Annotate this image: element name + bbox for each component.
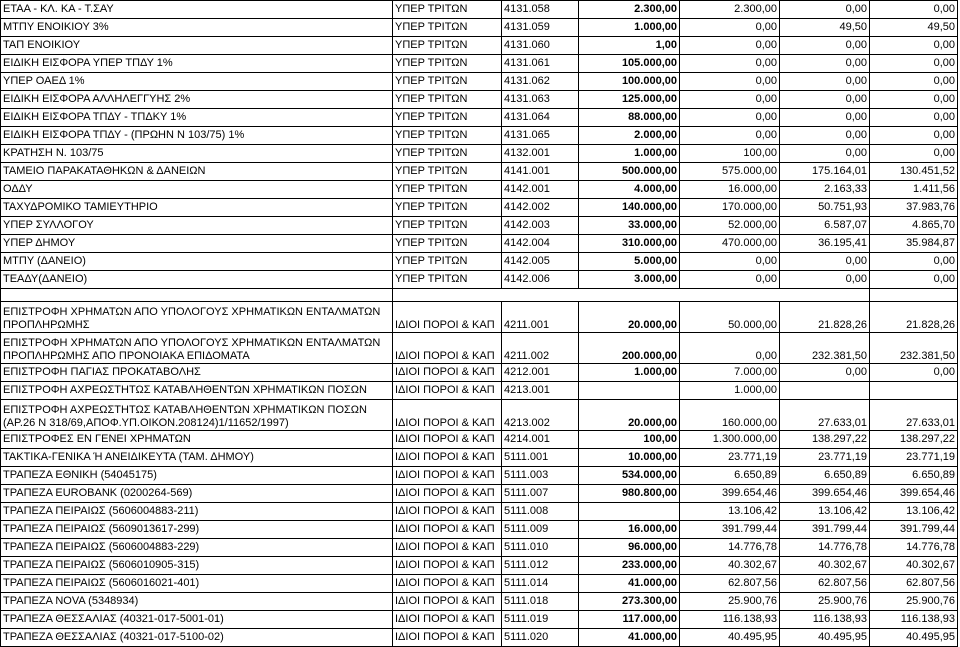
- value-cell-2: 23.771,19: [680, 449, 780, 467]
- source-cell: ΥΠΕΡ ΤΡΙΤΩΝ: [393, 37, 502, 55]
- table-row: [1, 217, 958, 235]
- budget-amount-cell: 273.300,00: [579, 593, 680, 611]
- value-cell-4: 0,00: [870, 55, 958, 73]
- value-cell-3: [780, 382, 870, 400]
- budget-amount-cell: 96.000,00: [579, 539, 680, 557]
- value-cell-4: 0,00: [870, 91, 958, 109]
- budget-amount-cell: 100,00: [579, 431, 680, 449]
- budget-amount-cell: 1.000,00: [579, 145, 680, 163]
- source-cell: ΙΔΙΟΙ ΠΟΡΟΙ & ΚΑΠ: [393, 449, 502, 467]
- value-cell-4: 23.771,19: [870, 449, 958, 467]
- value-cell-3: 23.771,19: [780, 449, 870, 467]
- description-cell: ΕΠΙΣΤΡΟΦΗ ΠΑΓΙΑΣ ΠΡΟΚΑΤΑΒΟΛΗΣ: [1, 364, 393, 382]
- value-cell-2: 40.495,95: [680, 629, 780, 647]
- value-cell-4: 40.495,95: [870, 629, 958, 647]
- value-cell-3: 25.900,76: [780, 593, 870, 611]
- description-cell: ΟΔΔΥ: [1, 181, 393, 199]
- table-row: [1, 521, 958, 539]
- budget-amount-cell: 16.000,00: [579, 521, 680, 539]
- table-row: [1, 575, 958, 593]
- description-cell: ΕΙΔΙΚΗ ΕΙΣΦΟΡΑ ΥΠΕΡ ΤΠΔΥ 1%: [1, 55, 393, 73]
- value-cell-4: 0,00: [870, 73, 958, 91]
- table-row: [1, 1, 958, 19]
- budget-amount-cell: 117.000,00: [579, 611, 680, 629]
- value-cell-4: 0,00: [870, 145, 958, 163]
- budget-amount-cell: 140.000,00: [579, 199, 680, 217]
- account-code-cell: 4212.001: [502, 364, 579, 382]
- description-cell: ΤΑΠ ΕΝΟΙΚΙΟΥ: [1, 37, 393, 55]
- value-cell-2: 16.000,00: [680, 181, 780, 199]
- account-code-cell: 4131.059: [502, 19, 579, 37]
- table-row: [1, 400, 958, 431]
- account-code-cell: 4213.002: [502, 400, 579, 431]
- budget-amount-cell: 41.000,00: [579, 629, 680, 647]
- account-code-cell: 4142.003: [502, 217, 579, 235]
- description-cell: ΥΠΕΡ ΔΗΜΟΥ: [1, 235, 393, 253]
- value-cell-4: 0,00: [870, 253, 958, 271]
- account-code-cell: 4131.064: [502, 109, 579, 127]
- value-cell-4: 4.865,70: [870, 217, 958, 235]
- description-cell: ΜΤΠΥ ΕΝΟΙΚΙΟΥ 3%: [1, 19, 393, 37]
- account-code-cell: 5111.008: [502, 503, 579, 521]
- description-cell: ΕΙΔΙΚΗ ΕΙΣΦΟΡΑ ΑΛΛΗΛΕΓΓΥΗΣ 2%: [1, 91, 393, 109]
- source-cell: ΙΔΙΟΙ ΠΟΡΟΙ & ΚΑΠ: [393, 364, 502, 382]
- value-cell-3: 0,00: [780, 145, 870, 163]
- value-cell-2: 0,00: [680, 91, 780, 109]
- value-cell-4: 232.381,50: [870, 333, 958, 364]
- value-cell-4: 25.900,76: [870, 593, 958, 611]
- account-code-cell: 4132.001: [502, 145, 579, 163]
- source-cell: ΙΔΙΟΙ ΠΟΡΟΙ & ΚΑΠ: [393, 611, 502, 629]
- table-row: [1, 302, 958, 333]
- budget-amount-cell: 3.000,00: [579, 271, 680, 289]
- value-cell-3: 36.195,41: [780, 235, 870, 253]
- source-cell: ΙΔΙΟΙ ΠΟΡΟΙ & ΚΑΠ: [393, 431, 502, 449]
- description-cell: ΤΡΑΠΕΖΑ EUROBANK (0200264-569): [1, 485, 393, 503]
- value-cell-3: 399.654,46: [780, 485, 870, 503]
- account-code-cell: 4213.001: [502, 382, 579, 400]
- value-cell-3: 0,00: [780, 1, 870, 19]
- account-code-cell: 4131.060: [502, 37, 579, 55]
- value-cell-2: 0,00: [680, 271, 780, 289]
- table-row: [1, 199, 958, 217]
- source-cell: ΥΠΕΡ ΤΡΙΤΩΝ: [393, 91, 502, 109]
- value-cell-4: 130.451,52: [870, 163, 958, 181]
- source-cell: ΙΔΙΟΙ ΠΟΡΟΙ & ΚΑΠ: [393, 539, 502, 557]
- value-cell-3: 175.164,01: [780, 163, 870, 181]
- value-cell-3: 49,50: [780, 19, 870, 37]
- budget-amount-cell: 100.000,00: [579, 73, 680, 91]
- value-cell-4: 0,00: [870, 109, 958, 127]
- source-cell: ΙΔΙΟΙ ΠΟΡΟΙ & ΚΑΠ: [393, 382, 502, 400]
- value-cell-3: 62.807,56: [780, 575, 870, 593]
- value-cell-2: 399.654,46: [680, 485, 780, 503]
- value-cell-2: 0,00: [680, 253, 780, 271]
- value-cell-2: 160.000,00: [680, 400, 780, 431]
- value-cell-2: 7.000,00: [680, 364, 780, 382]
- value-cell-3: 0,00: [780, 55, 870, 73]
- budget-amount-cell: [579, 382, 680, 400]
- value-cell-4: [870, 382, 958, 400]
- value-cell-3: 0,00: [780, 127, 870, 145]
- budget-amount-cell: 1.000,00: [579, 364, 680, 382]
- account-code-cell: 5111.018: [502, 593, 579, 611]
- spacer-row: [1, 289, 958, 302]
- source-cell: ΙΔΙΟΙ ΠΟΡΟΙ & ΚΑΠ: [393, 521, 502, 539]
- value-cell-3: 0,00: [780, 271, 870, 289]
- table-row: [1, 37, 958, 55]
- budget-amount-cell: 2.300,00: [579, 1, 680, 19]
- table-row: [1, 91, 958, 109]
- account-code-cell: 4141.001: [502, 163, 579, 181]
- source-cell: ΙΔΙΟΙ ΠΟΡΟΙ & ΚΑΠ: [393, 593, 502, 611]
- value-cell-3: 0,00: [780, 73, 870, 91]
- description-cell: ΕΙΔΙΚΗ ΕΙΣΦΟΡΑ ΤΠΔΥ - (ΠΡΩΗΝ Ν 103/75) 1%: [1, 127, 393, 145]
- table-row: [1, 163, 958, 181]
- account-code-cell: 5111.010: [502, 539, 579, 557]
- description-cell: ΕΠΙΣΤΡΟΦΗ ΑΧΡΕΩΣΤΗΤΩΣ ΚΑΤΑΒΛΗΘΕΝΤΩΝ ΧΡΗΜΑΤΙΚΩΝ ΠΟΣΩΝ: [1, 382, 393, 400]
- table-row: [1, 467, 958, 485]
- table-row: [1, 503, 958, 521]
- table-row: [1, 431, 958, 449]
- value-cell-3: 40.495,95: [780, 629, 870, 647]
- source-cell: ΥΠΕΡ ΤΡΙΤΩΝ: [393, 271, 502, 289]
- value-cell-3: 21.828,26: [780, 302, 870, 333]
- table-row: [1, 485, 958, 503]
- account-code-cell: 5111.014: [502, 575, 579, 593]
- budget-amount-cell: 534.000,00: [579, 467, 680, 485]
- value-cell-4: 13.106,42: [870, 503, 958, 521]
- account-code-cell: 5111.020: [502, 629, 579, 647]
- table-row: [1, 73, 958, 91]
- budget-amount-cell: 1,00: [579, 37, 680, 55]
- value-cell-4: 27.633,01: [870, 400, 958, 431]
- description-cell: ΕΠΙΣΤΡΟΦΗ ΑΧΡΕΩΣΤΗΤΩΣ ΚΑΤΑΒΛΗΘΕΝΤΩΝ ΧΡΗΜΑΤΙΚΩΝ ΠΟΣΩΝ (ΑΡ.26 Ν 318/69,ΑΠΟΦ.ΥΠ.ΟΙΚΟΝ.208124)1/11652/1997): [1, 400, 393, 431]
- description-cell: ΤΡΑΠΕΖΑ ΕΘΝΙΚΗ (54045175): [1, 467, 393, 485]
- value-cell-2: 2.300,00: [680, 1, 780, 19]
- table-row: [1, 19, 958, 37]
- value-cell-3: 138.297,22: [780, 431, 870, 449]
- value-cell-4: 37.983,76: [870, 199, 958, 217]
- account-code-cell: 5111.009: [502, 521, 579, 539]
- table-row: [1, 611, 958, 629]
- value-cell-2: 391.799,44: [680, 521, 780, 539]
- table-row: [1, 253, 958, 271]
- account-code-cell: 4131.063: [502, 91, 579, 109]
- table-row: [1, 382, 958, 400]
- value-cell-3: 0,00: [780, 364, 870, 382]
- account-code-cell: 4131.065: [502, 127, 579, 145]
- value-cell-3: 0,00: [780, 37, 870, 55]
- value-cell-3: 40.302,67: [780, 557, 870, 575]
- value-cell-3: 391.799,44: [780, 521, 870, 539]
- description-cell: ΤΡΑΠΕΖΑ ΠΕΙΡΑΙΩΣ (5606004883-211): [1, 503, 393, 521]
- value-cell-2: 116.138,93: [680, 611, 780, 629]
- description-cell: ΤΕΑΔΥ(ΔΑΝΕΙΟ): [1, 271, 393, 289]
- budget-amount-cell: 20.000,00: [579, 302, 680, 333]
- table-row: [1, 235, 958, 253]
- value-cell-2: 52.000,00: [680, 217, 780, 235]
- source-cell: ΙΔΙΟΙ ΠΟΡΟΙ & ΚΑΠ: [393, 333, 502, 364]
- source-cell: ΙΔΙΟΙ ΠΟΡΟΙ & ΚΑΠ: [393, 400, 502, 431]
- value-cell-4: 0,00: [870, 37, 958, 55]
- budget-amount-cell: 233.000,00: [579, 557, 680, 575]
- value-cell-4: 40.302,67: [870, 557, 958, 575]
- budget-amount-cell: 125.000,00: [579, 91, 680, 109]
- source-cell: ΙΔΙΟΙ ΠΟΡΟΙ & ΚΑΠ: [393, 629, 502, 647]
- budget-amount-cell: [579, 503, 680, 521]
- source-cell: ΙΔΙΟΙ ΠΟΡΟΙ & ΚΑΠ: [393, 575, 502, 593]
- description-cell: ΤΡΑΠΕΖΑ ΘΕΣΣΑΛΙΑΣ (40321-017-5100-02): [1, 629, 393, 647]
- value-cell-4: 49,50: [870, 19, 958, 37]
- description-cell: ΤΡΑΠΕΖΑ ΠΕΙΡΑΙΩΣ (5609013617-299): [1, 521, 393, 539]
- value-cell-3: 116.138,93: [780, 611, 870, 629]
- source-cell: ΥΠΕΡ ΤΡΙΤΩΝ: [393, 235, 502, 253]
- source-cell: ΥΠΕΡ ΤΡΙΤΩΝ: [393, 253, 502, 271]
- table-row: [1, 364, 958, 382]
- table-row: [1, 271, 958, 289]
- source-cell: ΥΠΕΡ ΤΡΙΤΩΝ: [393, 1, 502, 19]
- description-cell: ΥΠΕΡ ΣΥΛΛΟΓΟΥ: [1, 217, 393, 235]
- value-cell-2: 25.900,76: [680, 593, 780, 611]
- account-code-cell: 5111.019: [502, 611, 579, 629]
- value-cell-4: 0,00: [870, 127, 958, 145]
- description-cell: ΥΠΕΡ ΟΑΕΔ 1%: [1, 73, 393, 91]
- description-cell: ΕΠΙΣΤΡΟΦΗ ΧΡΗΜΑΤΩΝ ΑΠΟ ΥΠΟΛΟΓΟΥΣ ΧΡΗΜΑΤΙΚΩΝ ΕΝΤΑΛΜΑΤΩΝ ΠΡΟΠΛΗΡΩΜΗΣ: [1, 302, 393, 333]
- account-code-cell: 4131.062: [502, 73, 579, 91]
- value-cell-4: 399.654,46: [870, 485, 958, 503]
- account-code-cell: 4142.002: [502, 199, 579, 217]
- budget-amount-cell: 33.000,00: [579, 217, 680, 235]
- budget-amount-cell: 4.000,00: [579, 181, 680, 199]
- description-cell: ΚΡΑΤΗΣΗ Ν. 103/75: [1, 145, 393, 163]
- description-cell: ΕΠΙΣΤΡΟΦΕΣ ΕΝ ΓΕΝΕΙ ΧΡΗΜΑΤΩΝ: [1, 431, 393, 449]
- value-cell-2: 0,00: [680, 109, 780, 127]
- value-cell-3: 50.751,93: [780, 199, 870, 217]
- value-cell-2: 170.000,00: [680, 199, 780, 217]
- description-cell: ΤΡΑΠΕΖΑ NOVA (5348934): [1, 593, 393, 611]
- value-cell-3: 14.776,78: [780, 539, 870, 557]
- account-code-cell: 4142.006: [502, 271, 579, 289]
- value-cell-4: 391.799,44: [870, 521, 958, 539]
- value-cell-2: 470.000,00: [680, 235, 780, 253]
- description-cell: ΜΤΠΥ (ΔΑΝΕΙΟ): [1, 253, 393, 271]
- source-cell: ΥΠΕΡ ΤΡΙΤΩΝ: [393, 55, 502, 73]
- description-cell: ΤΡΑΠΕΖΑ ΘΕΣΣΑΛΙΑΣ (40321-017-5001-01): [1, 611, 393, 629]
- description-cell: ΕΤΑΑ - ΚΛ. ΚΑ - Τ.ΣΑΥ: [1, 1, 393, 19]
- table-row: [1, 449, 958, 467]
- value-cell-2: 13.106,42: [680, 503, 780, 521]
- account-code-cell: 5111.007: [502, 485, 579, 503]
- account-code-cell: 4131.058: [502, 1, 579, 19]
- value-cell-4: 6.650,89: [870, 467, 958, 485]
- value-cell-3: 2.163,33: [780, 181, 870, 199]
- description-cell: ΕΙΔΙΚΗ ΕΙΣΦΟΡΑ ΤΠΔΥ - ΤΠΔΚΥ 1%: [1, 109, 393, 127]
- value-cell-3: 0,00: [780, 109, 870, 127]
- account-code-cell: 4142.001: [502, 181, 579, 199]
- budget-amount-cell: 41.000,00: [579, 575, 680, 593]
- source-cell: ΙΔΙΟΙ ΠΟΡΟΙ & ΚΑΠ: [393, 485, 502, 503]
- value-cell-2: 0,00: [680, 333, 780, 364]
- value-cell-2: 14.776,78: [680, 539, 780, 557]
- description-cell: ΤΡΑΠΕΖΑ ΠΕΙΡΑΙΩΣ (5606010905-315): [1, 557, 393, 575]
- table-row: [1, 181, 958, 199]
- value-cell-4: 35.984,87: [870, 235, 958, 253]
- description-cell: ΤΑΧΥΔΡΟΜΙΚΟ ΤΑΜΙΕΥΤΗΡΙΟ: [1, 199, 393, 217]
- description-cell: ΤΑΜΕΙΟ ΠΑΡΑΚΑΤΑΘΗΚΩΝ & ΔΑΝΕΙΩΝ: [1, 163, 393, 181]
- value-cell-2: 50.000,00: [680, 302, 780, 333]
- budget-amount-cell: 310.000,00: [579, 235, 680, 253]
- value-cell-2: 40.302,67: [680, 557, 780, 575]
- value-cell-2: 0,00: [680, 37, 780, 55]
- account-code-cell: 4142.004: [502, 235, 579, 253]
- table-row: [1, 629, 958, 647]
- source-cell: ΥΠΕΡ ΤΡΙΤΩΝ: [393, 181, 502, 199]
- account-code-cell: 4211.001: [502, 302, 579, 333]
- source-cell: ΙΔΙΟΙ ΠΟΡΟΙ & ΚΑΠ: [393, 302, 502, 333]
- source-cell: ΙΔΙΟΙ ΠΟΡΟΙ & ΚΑΠ: [393, 467, 502, 485]
- source-cell: ΥΠΕΡ ΤΡΙΤΩΝ: [393, 127, 502, 145]
- value-cell-2: 0,00: [680, 55, 780, 73]
- table-row: [1, 539, 958, 557]
- value-cell-2: 0,00: [680, 127, 780, 145]
- budget-amount-cell: 2.000,00: [579, 127, 680, 145]
- description-cell: ΤΑΚΤΙΚΑ-ΓΕΝΙΚΑ Ή ΑΝΕΙΔΙΚΕΥΤΑ (ΤΑΜ. ΔΗΜΟΥ): [1, 449, 393, 467]
- value-cell-4: 0,00: [870, 364, 958, 382]
- value-cell-2: 6.650,89: [680, 467, 780, 485]
- value-cell-2: 100,00: [680, 145, 780, 163]
- budget-amount-cell: 10.000,00: [579, 449, 680, 467]
- account-code-cell: 4131.061: [502, 55, 579, 73]
- value-cell-2: 0,00: [680, 19, 780, 37]
- account-code-cell: 5111.003: [502, 467, 579, 485]
- table-row: [1, 55, 958, 73]
- value-cell-3: 6.650,89: [780, 467, 870, 485]
- value-cell-4: 0,00: [870, 271, 958, 289]
- value-cell-2: 62.807,56: [680, 575, 780, 593]
- budget-amount-cell: 20.000,00: [579, 400, 680, 431]
- value-cell-2: 1.300.000,00: [680, 431, 780, 449]
- value-cell-3: 6.587,07: [780, 217, 870, 235]
- value-cell-4: 21.828,26: [870, 302, 958, 333]
- value-cell-4: 116.138,93: [870, 611, 958, 629]
- budget-amount-cell: 88.000,00: [579, 109, 680, 127]
- table-row: [1, 333, 958, 364]
- source-cell: ΥΠΕΡ ΤΡΙΤΩΝ: [393, 73, 502, 91]
- value-cell-3: 232.381,50: [780, 333, 870, 364]
- source-cell: ΥΠΕΡ ΤΡΙΤΩΝ: [393, 217, 502, 235]
- value-cell-3: 27.633,01: [780, 400, 870, 431]
- value-cell-3: 13.106,42: [780, 503, 870, 521]
- budget-amount-cell: 1.000,00: [579, 19, 680, 37]
- value-cell-3: 0,00: [780, 91, 870, 109]
- account-code-cell: 5111.012: [502, 557, 579, 575]
- description-cell: ΤΡΑΠΕΖΑ ΠΕΙΡΑΙΩΣ (5606004883-229): [1, 539, 393, 557]
- source-cell: ΙΔΙΟΙ ΠΟΡΟΙ & ΚΑΠ: [393, 503, 502, 521]
- table-row: [1, 145, 958, 163]
- source-cell: ΥΠΕΡ ΤΡΙΤΩΝ: [393, 199, 502, 217]
- account-code-cell: 4214.001: [502, 431, 579, 449]
- description-cell: ΕΠΙΣΤΡΟΦΗ ΧΡΗΜΑΤΩΝ ΑΠΟ ΥΠΟΛΟΓΟΥΣ ΧΡΗΜΑΤΙΚΩΝ ΕΝΤΑΛΜΑΤΩΝ ΠΡΟΠΛΗΡΩΜΗΣ ΑΠΟ ΠΡΟΝΟΙΑΚΑ ΕΠΙΔΟΜΑΤΑ: [1, 333, 393, 364]
- source-cell: ΥΠΕΡ ΤΡΙΤΩΝ: [393, 163, 502, 181]
- account-code-cell: 5111.001: [502, 449, 579, 467]
- budget-amount-cell: 105.000,00: [579, 55, 680, 73]
- table-row: [1, 109, 958, 127]
- value-cell-4: 0,00: [870, 1, 958, 19]
- account-code-cell: 4211.002: [502, 333, 579, 364]
- source-cell: ΙΔΙΟΙ ΠΟΡΟΙ & ΚΑΠ: [393, 557, 502, 575]
- table-row: [1, 593, 958, 611]
- source-cell: ΥΠΕΡ ΤΡΙΤΩΝ: [393, 145, 502, 163]
- value-cell-2: 0,00: [680, 73, 780, 91]
- value-cell-2: 575.000,00: [680, 163, 780, 181]
- ledger-body: [1, 1, 958, 647]
- value-cell-4: 138.297,22: [870, 431, 958, 449]
- budget-amount-cell: 500.000,00: [579, 163, 680, 181]
- table-row: [1, 557, 958, 575]
- budget-amount-cell: 200.000,00: [579, 333, 680, 364]
- source-cell: ΥΠΕΡ ΤΡΙΤΩΝ: [393, 19, 502, 37]
- table-row: [1, 127, 958, 145]
- budget-amount-cell: 5.000,00: [579, 253, 680, 271]
- account-code-cell: 4142.005: [502, 253, 579, 271]
- description-cell: ΤΡΑΠΕΖΑ ΠΕΙΡΑΙΩΣ (5606016021-401): [1, 575, 393, 593]
- source-cell: ΥΠΕΡ ΤΡΙΤΩΝ: [393, 109, 502, 127]
- value-cell-4: 14.776,78: [870, 539, 958, 557]
- budget-amount-cell: 980.800,00: [579, 485, 680, 503]
- value-cell-4: 1.411,56: [870, 181, 958, 199]
- value-cell-3: 0,00: [780, 253, 870, 271]
- value-cell-4: 62.807,56: [870, 575, 958, 593]
- value-cell-2: 1.000,00: [680, 382, 780, 400]
